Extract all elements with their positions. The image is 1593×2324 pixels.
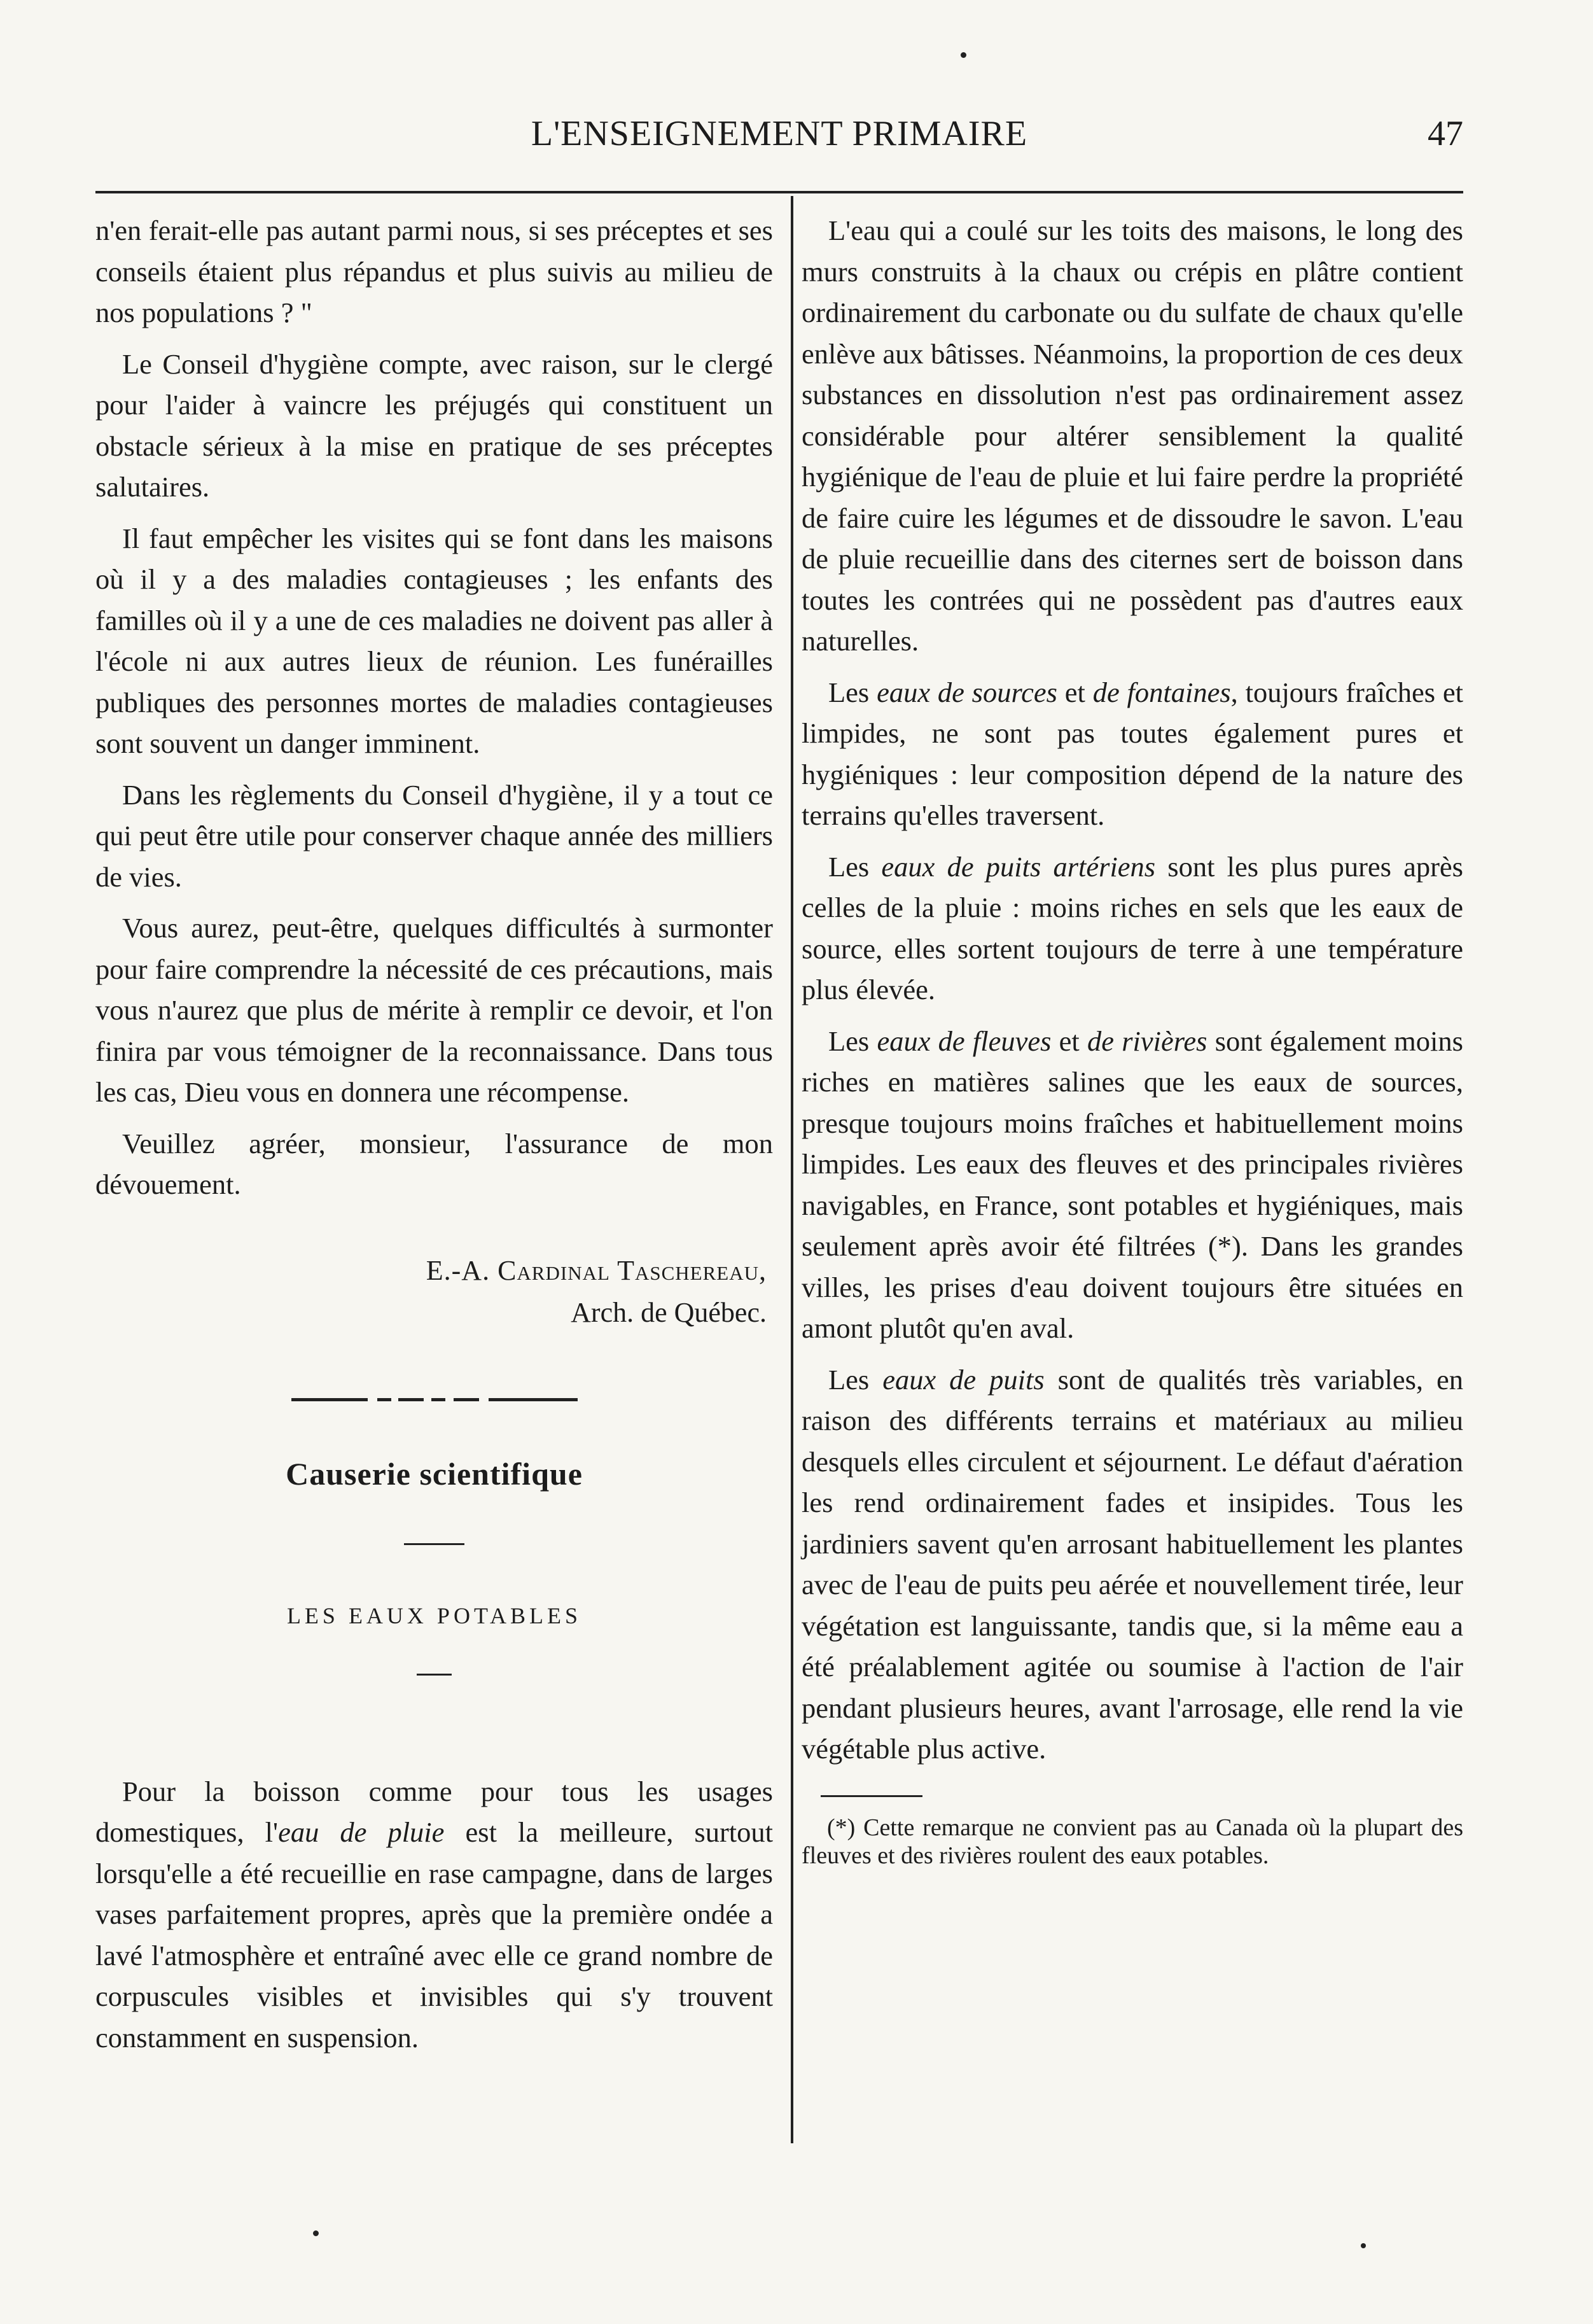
left-column bbox=[95, 210, 773, 2068]
column-divider bbox=[791, 196, 793, 2143]
journal-title: L'ENSEIGNEMENT PRIMAIRE bbox=[531, 114, 1028, 153]
paragraph: Dans les règlements du Conseil d'hygiène, il y a tout ce qui peut être utile pour conserver chaque année des milliers de vies. bbox=[95, 778, 773, 893]
print-speck bbox=[961, 52, 966, 58]
paragraph: Vous aurez, peut-être, quelques difficultés à surmonter pour faire comprendre la nécessité de ces précautions, mais vous n'aurez que plus de mérite à remplir ce devoir, et l'on finira par vous témoigner de la reconnaissance. Dans tous les cas, Dieu vous en donnera une récompense. bbox=[95, 912, 773, 1108]
paragraph: n'en ferait-elle pas autant parmi nous, si ses préceptes et ses conseils étaient plus répandus et plus suivis au milieu de nos populations ? " bbox=[95, 214, 773, 328]
paragraph: Pour la boisson comme pour tous les usages domestiques, l'eau de pluie est la meilleure, surtout lorsqu'elle a été recueillie en rase campagne, dans de larges vases parfaitement propres, après que la première ondée a lavé l'atmosphère et entraîné avec elle ce grand nombre de corpuscules visibles et invisibles qui s'y trouvent constamment en suspension. bbox=[95, 1775, 774, 2054]
paragraph: Veuillez agréer, monsieur, l'assurance de mon dévouement. bbox=[95, 1127, 773, 1200]
paragraph: Les eaux de sources et de fontaines, toujours fraîches et limpides, ne sont pas toutes également pures et hygiéniques : leur composition dépend de la nature des terrains qu'elles traversent. bbox=[802, 676, 1463, 831]
ornamental-rule bbox=[291, 1394, 578, 1404]
paragraph: L'eau qui a coulé sur les toits des maisons, le long des murs construits à la chaux ou crépis en plâtre contient ordinairement du carbonate ou du sulfate de chaux qu'elle enlève aux bâtisses. Néanmoins, la proportion de ces deux substances en dissolution n'est pas ordinairement assez considérable pour altérer sensiblement la qualité hygiénique de l'eau de pluie et lui faire perdre la propriété de faire cuire les légumes et de dissoudre le savon. L'eau de pluie recueillie dans des citernes sert de boisson dans toutes les contrées qui ne possèdent pas d'autres eaux naturelles. bbox=[802, 214, 1463, 657]
print-speck bbox=[313, 2230, 319, 2236]
signature-title: Arch. de Québec. bbox=[571, 1296, 767, 1328]
short-rule bbox=[404, 1543, 464, 1545]
paragraph: Les eaux de fleuves et de rivières sont également moins riches en matières salines que les eaux de sources, presque toujours moins fraîches et habituellement moins limpides. Les eaux des fleuves et des principales rivières navigables, en France, sont potables et hygiéniques, mais seulement après avoir été filtrées (*). Dans les grandes villes, les prises d'eau doivent toujours être situées en amont plutôt qu'en aval. bbox=[802, 1025, 1463, 1344]
signature-block bbox=[95, 1250, 773, 1334]
paragraph: Les eaux de puits artériens sont les plus pures après celles de la pluie : moins riches en sels que les eaux de source, elles sortent toujours de terre à une température plus élevée. bbox=[802, 850, 1464, 1005]
footnote: (*) Cette remarque ne convient pas au Canada où la plupart des fleuves et des rivières roulent des eaux potables. bbox=[802, 1814, 1463, 1869]
footnote-rule bbox=[821, 1795, 922, 1797]
article-subheading: LES EAUX POTABLES bbox=[286, 1602, 582, 1628]
signature-name: E.-A. Cardinal Taschereau, bbox=[426, 1254, 767, 1286]
paragraph: Les eaux de puits sont de qualités très variables, en raison des différents terrains et matériaux au milieu desquels elles circulent et séjournent. Le défaut d'aération les rend ordinairement fades et insipides. Tous les jardiniers savent qu'en arrosant habituellement les plantes avec de l'eau de puits peu aérée et nouvellement tirée, leur végétation est languissante, tandis que, si la même eau a été préalablement agitée ou soumise à l'action de l'air pendant plusieurs heures, avant l'arrosage, elle rend la vie végétable plus active. bbox=[802, 1363, 1463, 1765]
page-number: 47 bbox=[1428, 114, 1463, 153]
section-heading: Causerie scientifique bbox=[286, 1455, 583, 1492]
paragraph: Le Conseil d'hygiène compte, avec raison, sur le clergé pour l'aider à vaincre les préjugés qui constituent un obstacle sérieux à la mise en pratique de ses préceptes salutaires. bbox=[95, 347, 773, 503]
print-speck bbox=[1361, 2243, 1366, 2248]
header-rule bbox=[95, 191, 1463, 193]
right-column bbox=[802, 210, 1463, 1870]
paragraph: Il faut empêcher les visites qui se font dans les maisons où il y a des maladies contagieuses ; les enfants des familles où il y a une de ces maladies ne doivent pas aller à l'école ni aux autres lieux de réunion. Les funérailles publiques des personnes mortes de maladies contagieuses sont souvent un danger imminent. bbox=[95, 522, 773, 759]
running-head bbox=[95, 113, 1463, 164]
